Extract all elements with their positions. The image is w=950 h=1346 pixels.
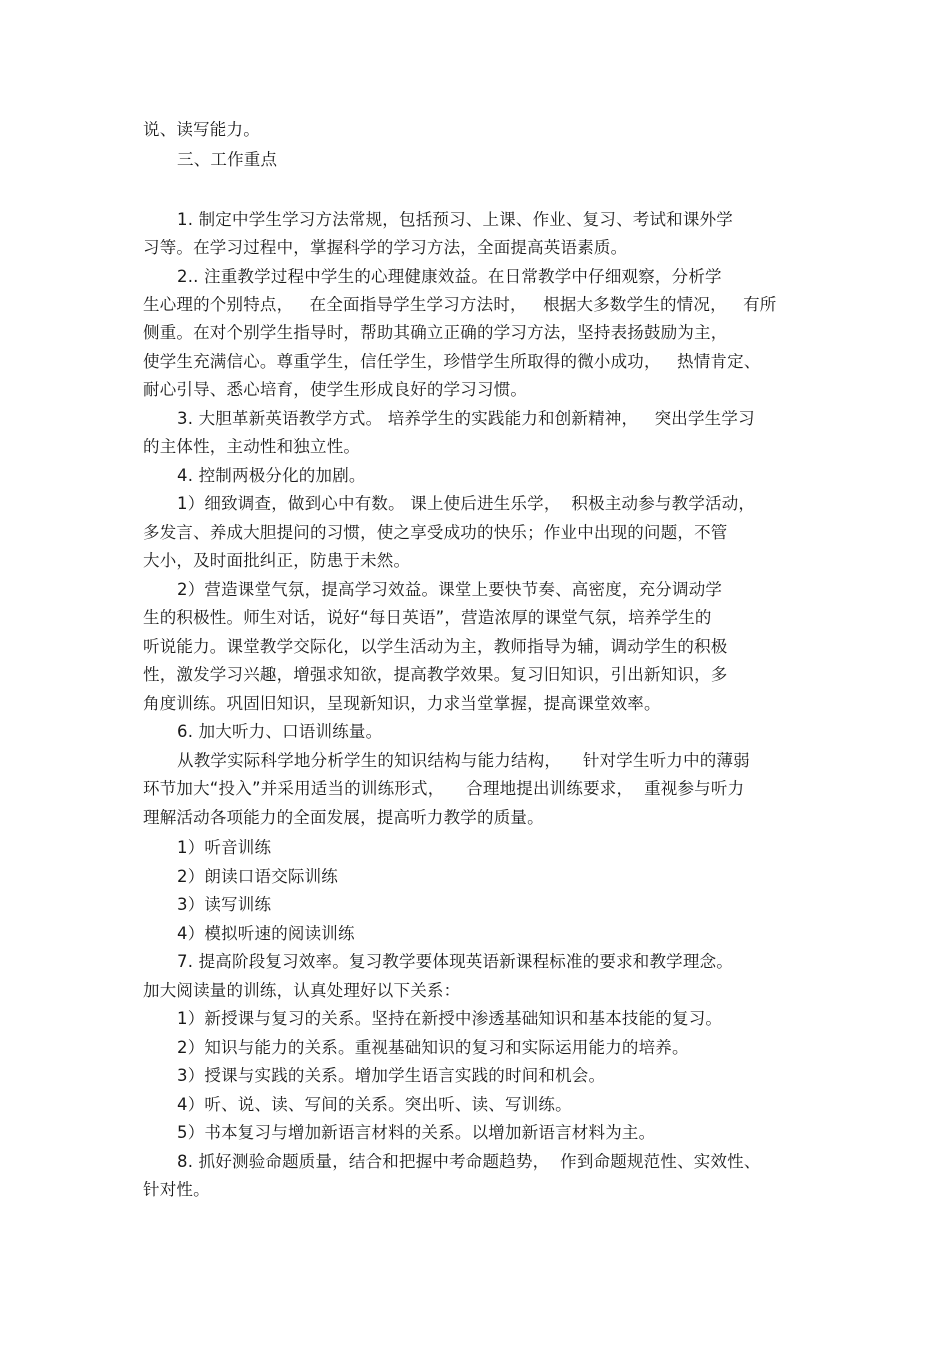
text-line: 的主体性，主动性和独立性。	[143, 437, 361, 456]
text-line: 3. 大胆革新英语教学方式。 培养学生的实践能力和创新精神， 突出学生学习	[177, 409, 755, 428]
text-line: 生的积极性。师生对话，说好“每日英语”，营造浓厚的课堂气氛，培养学生的	[143, 608, 712, 627]
text-line: 针对性。	[143, 1180, 210, 1199]
text-line: 听说能力。课堂教学交际化，以学生活动为主，教师指导为辅，调动学生的积极	[143, 637, 728, 656]
text-line: 生心理的个别特点， 在全面指导学生学习方法时， 根据大多数学生的情况， 有所	[143, 295, 777, 314]
text-line: 2.. 注重教学过程中学生的心理健康效益。在日常教学中仔细观察，分析学	[177, 267, 722, 286]
list-item: 2）朗读口语交际训练	[177, 867, 338, 886]
list-item: 3）读写训练	[177, 895, 272, 914]
list-item: 4）模拟听速的阅读训练	[177, 924, 355, 943]
text-line: 耐心引导、悉心培育，使学生形成良好的学习习惯。	[143, 380, 528, 399]
text-line: 环节加大“投入”并采用适当的训练形式， 合理地提出训练要求， 重视参与听力	[143, 779, 745, 798]
text-line: 加大阅读量的训练，认真处理好以下关系：	[143, 981, 461, 1000]
text-line: 1. 制定中学生学习方法常规，包括预习、上课、作业、复习、考试和课外学	[177, 210, 733, 229]
text-line: 理解活动各项能力的全面发展，提高听力教学的质量。	[143, 808, 544, 827]
text-line: 2）营造课堂气氛，提高学习效益。课堂上要快节奏、高密度，充分调动学	[177, 580, 723, 599]
list-item: 5）书本复习与增加新语言材料的关系。以增加新语言材料为主。	[177, 1123, 656, 1142]
text-line: 从教学实际科学地分析学生的知识结构与能力结构， 针对学生听力中的薄弱	[177, 751, 750, 770]
list-item: 1）听音训练	[177, 838, 272, 857]
text-line: 使学生充满信心。尊重学生，信任学生，珍惜学生所取得的微小成功， 热情肯定、	[143, 352, 761, 371]
list-item: 3）授课与实践的关系。增加学生语言实践的时间和机会。	[177, 1066, 606, 1085]
text-line: 4. 控制两极分化的加剧。	[177, 466, 366, 485]
text-line: 6. 加大听力、口语训练量。	[177, 722, 383, 741]
list-item: 1）新授课与复习的关系。坚持在新授中渗透基础知识和基本技能的复习。	[177, 1009, 723, 1028]
text-line: 大小，及时面批纠正，防患于未然。	[143, 551, 411, 570]
list-item: 4）听、说、读、写间的关系。突出听、读、写训练。	[177, 1095, 572, 1114]
section-heading: 三、工作重点	[177, 150, 278, 169]
text-line: 性，激发学习兴趣，增强求知欲，提高教学效果。复习旧知识，引出新知识，多	[143, 665, 728, 684]
text-line: 习等。在学习过程中，掌握科学的学习方法，全面提高英语素质。	[143, 238, 628, 257]
list-item: 2）知识与能力的关系。重视基础知识的复习和实际运用能力的培养。	[177, 1038, 689, 1057]
text-line: 说、读写能力。	[143, 120, 260, 139]
text-line: 7. 提高阶段复习效率。复习教学要体现英语新课程标准的要求和教学理念。	[177, 952, 733, 971]
text-line: 1）细致调查，做到心中有数。 课上使后进生乐学， 积极主动参与教学活动，	[177, 494, 756, 513]
text-line: 侧重。在对个别学生指导时，帮助其确立正确的学习方法，坚持表扬鼓励为主，	[143, 323, 728, 342]
text-line: 8. 抓好测验命题质量，结合和把握中考命题趋势， 作到命题规范性、实效性、	[177, 1152, 761, 1171]
text-line: 多发言、养成大胆提问的习惯，使之享受成功的快乐；作业中出现的问题，不管	[143, 523, 728, 542]
text-line: 角度训练。巩固旧知识，呈现新知识，力求当堂掌握，提高课堂效率。	[143, 694, 661, 713]
